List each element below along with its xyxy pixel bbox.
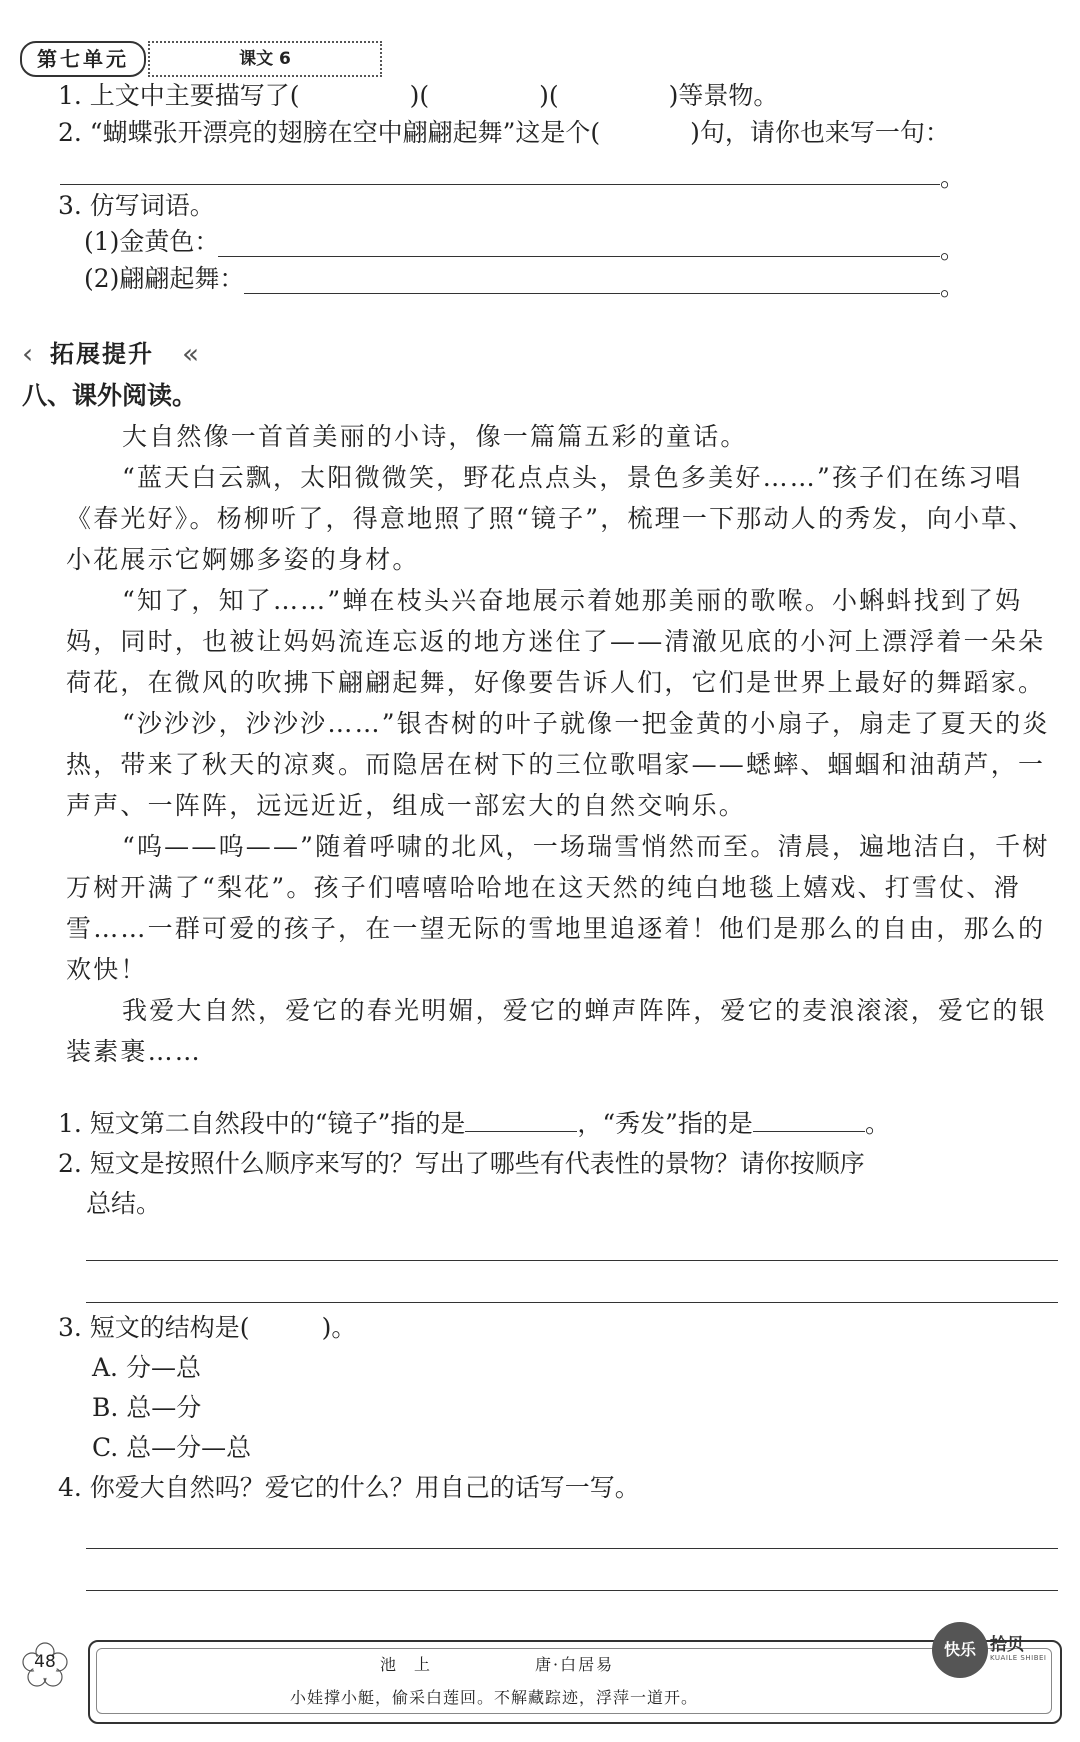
reading-question-1-a: 1. 短文第二自然段中的“镜子”指的是 (58, 1109, 466, 1138)
answer-line[interactable] (86, 1548, 1058, 1549)
option-b[interactable]: B. 总—分 (92, 1393, 202, 1422)
reading-question-3 (58, 1310, 356, 1346)
question-3-title: 3. 仿写词语。 (58, 191, 215, 220)
question-1-paren3: )( (539, 81, 559, 110)
reading-question-1-c: 。 (864, 1109, 890, 1138)
reading-passage (66, 416, 1058, 1072)
answer-line[interactable] (86, 1260, 1058, 1261)
banner-label: 拓展提升 (50, 340, 154, 368)
answer-line[interactable] (218, 256, 940, 257)
question-1-paren2: )( (409, 81, 430, 110)
answer-line[interactable] (244, 293, 940, 294)
period-mark: 。 (940, 163, 966, 192)
passage-paragraph: 大自然像一首首美丽的小诗，像一篇篇五彩的童话。 (122, 422, 748, 451)
logo-badge: 快乐 (932, 1622, 988, 1678)
answer-line[interactable] (60, 184, 940, 185)
reading-question-2-line2: 总结。 (86, 1189, 162, 1218)
passage-paragraph: 我爱大自然，爱它的春光明媚，爱它的蝉声阵阵，爱它的麦浪滚滚，爱它的银装素裹…… (66, 996, 1047, 1066)
question-2 (58, 115, 950, 151)
question-2-tail: )句，请你也来写一句： (690, 118, 950, 147)
question-1-tail: )等景物。 (668, 81, 779, 110)
reading-question-1 (58, 1106, 890, 1142)
question-2-text: 2. “蝴蝶张开漂亮的翅膀在空中翩翩起舞”这是个( (58, 118, 601, 147)
question-3a-label: (1)金黄色： (84, 227, 220, 256)
reading-question-2-line1: 2. 短文是按照什么顺序来写的？写出了哪些有代表性的景物？请你按顺序 (58, 1149, 865, 1178)
logo-subtext: KUAILE SHIBEI (990, 1654, 1047, 1662)
chevron-left-icon: « (182, 337, 200, 370)
answer-blank[interactable] (753, 1109, 865, 1132)
question-3b-label: (2)翩翩起舞： (84, 264, 245, 293)
poem-text: 小娃撑小艇，偷采白莲回。不解藏踪迹，浮萍一道开。 (290, 1688, 699, 1707)
reading-question-4: 4. 你爱大自然吗？爱它的什么？用自己的话写一写。 (58, 1473, 640, 1502)
passage-paragraph: “呜——呜——”随着呼啸的北风，一场瑞雪悄然而至。清晨，遍地洁白，千树万树开满了“梨花”。孩子们嘻嘻哈哈地在这天然的纯白地毯上嬉戏、打雪仗、滑雪……一群可爱的孩子，在一望无际的雪地里追逐着！他们是那么的自由，那么的欢快！ (66, 832, 1050, 984)
logo-text: 拾贝 (990, 1635, 1024, 1655)
reading-question-1-b: ，“秀发”指的是 (577, 1109, 753, 1138)
section-title: 八、课外阅读。 (22, 381, 198, 410)
poem-author: 唐·白居易 (535, 1655, 615, 1674)
answer-line[interactable] (86, 1590, 1058, 1591)
question-1-text: 1. 上文中主要描写了( (58, 81, 300, 110)
passage-paragraph: “蓝天白云飘，太阳微微笑，野花点点头，景色多美好……”孩子们在练习唱《春光好》。杨柳听了，得意地照了照“镜子”，梳理一下那动人的秀发，向小草、小花展示它婀娜多姿的身材。 (66, 463, 1036, 574)
option-c[interactable]: C. 总—分—总 (92, 1433, 252, 1462)
answer-blank[interactable] (465, 1109, 577, 1132)
option-a[interactable]: A. 分—总 (92, 1353, 201, 1382)
reading-question-3-title: 3. 短文的结构是( (58, 1313, 250, 1342)
answer-line[interactable] (86, 1302, 1058, 1303)
chevron-left-icon: ‹ (22, 337, 34, 370)
poem-title: 池上 (380, 1655, 449, 1674)
page-number: 48 (34, 1652, 56, 1672)
lesson-label: 课文 6 (148, 41, 382, 77)
question-1 (58, 78, 778, 114)
section-banner (22, 336, 206, 372)
reading-question-3-tail: )。 (321, 1313, 357, 1342)
passage-paragraph: “沙沙沙，沙沙沙……”银杏树的叶子就像一把金黄的小扇子，扇走了夏天的炎热，带来了秋天的凉爽。而隐居在树下的三位歌唱家——蟋蟀、蝈蝈和油葫芦，一声声、一阵阵，远远近近，组成一部宏大的自然交响乐。 (66, 709, 1050, 820)
period-mark: 。 (940, 235, 966, 264)
passage-paragraph: “知了，知了……”蝉在枝头兴奋地展示着她那美丽的歌喉。小蝌蚪找到了妈妈，同时，也被让妈妈流连忘返的地方迷住了——清澈见底的小河上漂浮着一朵朵荷花，在微风的吹拂下翩翩起舞，好像要告诉人们，它们是世界上最好的舞蹈家。 (66, 586, 1046, 697)
unit-tab: 第七单元 (20, 41, 146, 77)
period-mark: 。 (940, 272, 966, 301)
